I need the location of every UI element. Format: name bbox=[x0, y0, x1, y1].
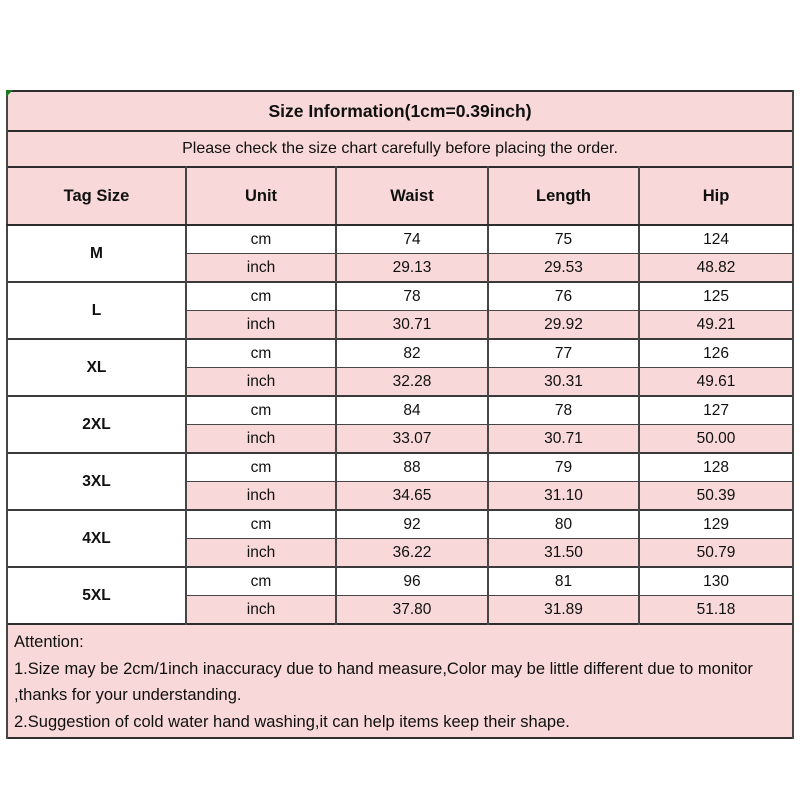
value-cell: 36.22 bbox=[336, 539, 488, 568]
unit-cell-inch: inch bbox=[186, 539, 336, 568]
col-header-tag-size: Tag Size bbox=[7, 167, 186, 225]
value-cell: 127 bbox=[639, 396, 793, 425]
value-cell: 128 bbox=[639, 453, 793, 482]
size-row-xl-cm bbox=[7, 339, 793, 368]
tag-size-cell: 3XL bbox=[7, 453, 186, 510]
value-cell: 78 bbox=[488, 396, 639, 425]
value-cell: 129 bbox=[639, 510, 793, 539]
col-header-hip: Hip bbox=[639, 167, 793, 225]
attention-heading: Attention: bbox=[14, 633, 84, 651]
value-cell: 51.18 bbox=[639, 596, 793, 625]
value-cell: 29.92 bbox=[488, 311, 639, 340]
size-row-3xl-cm bbox=[7, 453, 793, 482]
value-cell: 126 bbox=[639, 339, 793, 368]
value-cell: 50.79 bbox=[639, 539, 793, 568]
value-cell: 50.39 bbox=[639, 482, 793, 511]
attention-line-1: 1.Size may be 2cm/1inch inaccuracy due to hand measure,Color may be little different due to monitor ,thanks for your understanding. bbox=[14, 659, 753, 704]
size-row-4xl-cm bbox=[7, 510, 793, 539]
unit-cell-inch: inch bbox=[186, 311, 336, 340]
size-row-5xl-cm bbox=[7, 567, 793, 596]
value-cell: 31.10 bbox=[488, 482, 639, 511]
unit-cell-cm: cm bbox=[186, 339, 336, 368]
corner-artifact bbox=[6, 90, 13, 97]
attention-cell bbox=[7, 624, 793, 738]
value-cell: 30.31 bbox=[488, 368, 639, 397]
value-cell: 125 bbox=[639, 282, 793, 311]
unit-cell-cm: cm bbox=[186, 567, 336, 596]
value-cell: 75 bbox=[488, 225, 639, 254]
unit-cell-cm: cm bbox=[186, 225, 336, 254]
unit-cell-cm: cm bbox=[186, 453, 336, 482]
value-cell: 32.28 bbox=[336, 368, 488, 397]
unit-cell-inch: inch bbox=[186, 596, 336, 625]
value-cell: 29.53 bbox=[488, 254, 639, 283]
size-row-l-cm bbox=[7, 282, 793, 311]
value-cell: 37.80 bbox=[336, 596, 488, 625]
value-cell: 49.21 bbox=[639, 311, 793, 340]
value-cell: 48.82 bbox=[639, 254, 793, 283]
value-cell: 76 bbox=[488, 282, 639, 311]
size-row-2xl-cm bbox=[7, 396, 793, 425]
value-cell: 79 bbox=[488, 453, 639, 482]
value-cell: 74 bbox=[336, 225, 488, 254]
unit-cell-inch: inch bbox=[186, 482, 336, 511]
value-cell: 34.65 bbox=[336, 482, 488, 511]
tag-size-cell: 2XL bbox=[7, 396, 186, 453]
value-cell: 84 bbox=[336, 396, 488, 425]
unit-cell-cm: cm bbox=[186, 396, 336, 425]
value-cell: 82 bbox=[336, 339, 488, 368]
col-header-length: Length bbox=[488, 167, 639, 225]
value-cell: 30.71 bbox=[336, 311, 488, 340]
value-cell: 92 bbox=[336, 510, 488, 539]
size-table-body bbox=[7, 91, 793, 738]
value-cell: 124 bbox=[639, 225, 793, 254]
value-cell: 50.00 bbox=[639, 425, 793, 454]
unit-cell-inch: inch bbox=[186, 254, 336, 283]
size-chart-sheet bbox=[6, 90, 792, 739]
value-cell: 81 bbox=[488, 567, 639, 596]
tag-size-cell: M bbox=[7, 225, 186, 282]
size-row-m-cm bbox=[7, 225, 793, 254]
value-cell: 77 bbox=[488, 339, 639, 368]
value-cell: 33.07 bbox=[336, 425, 488, 454]
subtitle-row bbox=[7, 131, 793, 167]
tag-size-cell: 5XL bbox=[7, 567, 186, 624]
column-header-row bbox=[7, 167, 793, 225]
attention-row bbox=[7, 624, 793, 738]
value-cell: 88 bbox=[336, 453, 488, 482]
unit-cell-cm: cm bbox=[186, 282, 336, 311]
value-cell: 31.50 bbox=[488, 539, 639, 568]
value-cell: 96 bbox=[336, 567, 488, 596]
tag-size-cell: 4XL bbox=[7, 510, 186, 567]
unit-cell-inch: inch bbox=[186, 368, 336, 397]
value-cell: 31.89 bbox=[488, 596, 639, 625]
value-cell: 30.71 bbox=[488, 425, 639, 454]
value-cell: 130 bbox=[639, 567, 793, 596]
tag-size-cell: L bbox=[7, 282, 186, 339]
col-header-unit: Unit bbox=[186, 167, 336, 225]
value-cell: 78 bbox=[336, 282, 488, 311]
unit-cell-cm: cm bbox=[186, 510, 336, 539]
size-table bbox=[6, 90, 794, 739]
title-row bbox=[7, 91, 793, 131]
tag-size-cell: XL bbox=[7, 339, 186, 396]
subtitle-note: Please check the size chart carefully before placing the order. bbox=[7, 131, 793, 167]
unit-cell-inch: inch bbox=[186, 425, 336, 454]
col-header-waist: Waist bbox=[336, 167, 488, 225]
attention-line-2: 2.Suggestion of cold water hand washing,it can help items keep their shape. bbox=[14, 712, 570, 731]
value-cell: 49.61 bbox=[639, 368, 793, 397]
value-cell: 80 bbox=[488, 510, 639, 539]
page-title: Size Information(1cm=0.39inch) bbox=[7, 91, 793, 131]
value-cell: 29.13 bbox=[336, 254, 488, 283]
